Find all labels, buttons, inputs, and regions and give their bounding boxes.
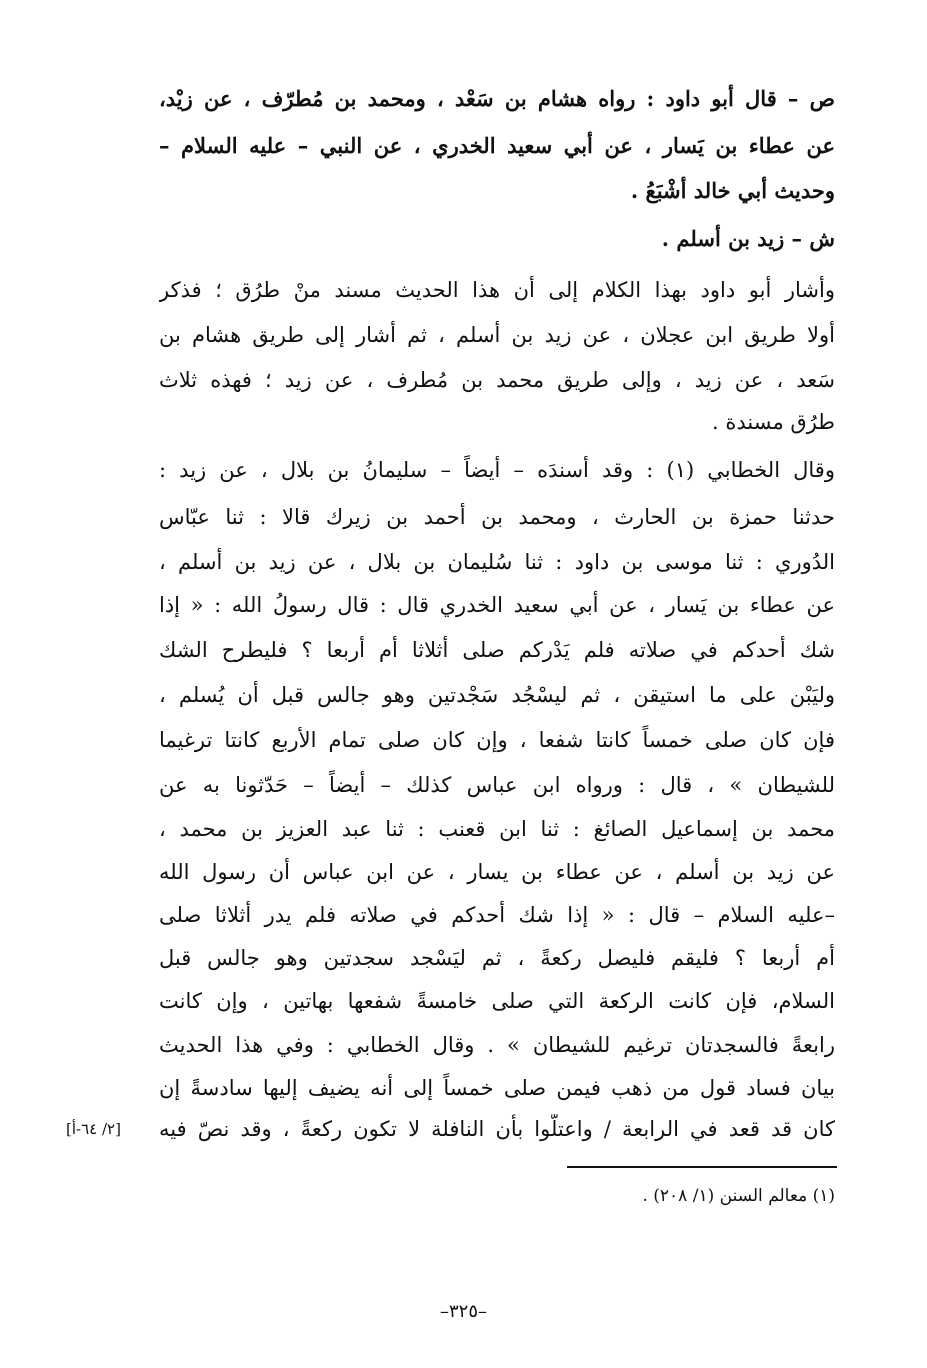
text-line-9: وقال الخطابي (١) : وقد أسندَه – أيضاً – سليمانُ بن بلال ، عن زيد : xyxy=(159,458,835,482)
page-number: –٣٢٥– xyxy=(439,1301,487,1322)
text-line-7: سَعد ، عن زيد ، وإلى طريق محمد بن مُطرف ، عن زيد ؛ فهذه ثلاث xyxy=(159,368,835,392)
text-line-19: –عليه السلام – قال : « إذا شك أحدكم في صلاته فلم يدر أثلاثا صلى xyxy=(159,903,835,927)
text-line-8: طرُق مسندة . xyxy=(712,410,835,434)
text-line-11: الدُوري : ثنا موسى بن داود : ثنا سُليمان بن بلال ، عن زيد بن أسلم ، xyxy=(159,550,835,574)
text-line-12: عن عطاء بن يَسار ، عن أبي سعيد الخدري قال : قال رسولُ الله : « إذا xyxy=(159,593,835,617)
text-line-10: حدثنا حمزة بن الحارث ، ومحمد بن أحمد بن زيرك قالا : ثنا عبّاس xyxy=(159,505,835,529)
text-line-13: شك أحدكم في صلاته فلم يَدْركم صلى أثلاثا أم أربعا ؟ فليطرح الشك xyxy=(159,638,835,662)
text-line-22: رابعةً فالسجدتان ترغيم للشيطان » . وقال الخطابي : وفي هذا الحديث xyxy=(159,1033,835,1057)
text-line-20: أم أربعا ؟ فليقم فليصل ركعةً ، ثم ليَسْجد سجدتين وهو جالس قبل xyxy=(159,946,835,970)
text-line-18: عن زيد بن أسلم ، عن عطاء بن يسار ، عن ابن عباس أن رسول الله xyxy=(159,860,835,884)
text-line-24: كان قد قعد في الرابعة / واعتلّوا بأن النافلة لا تكون ركعةً ، وقد نصّ فيه xyxy=(159,1117,835,1141)
text-line-4: ش – زيد بن أسلم . xyxy=(661,226,835,251)
text-line-6: أولا طريق ابن عجلان ، عن زيد بن أسلم ، ثم أشار إلى طريق هشام بن xyxy=(159,323,835,347)
text-line-5: وأشار أبو داود بهذا الكلام إلى أن هذا الحديث مسند منْ طرُق ؛ فذكر xyxy=(159,278,835,302)
text-line-21: السلام، فإن كانت الركعة التي صلى خامسةً شفعها بهاتين ، وإن كانت xyxy=(159,989,835,1013)
footnote-separator xyxy=(567,1166,837,1168)
text-line-17: محمد بن إسماعيل الصائغ : ثنا ابن قعنب : ثنا عبد العزيز بن محمد ، xyxy=(159,817,835,841)
text-line-16: للشيطان » ، قال : ورواه ابن عباس كذلك – أيضاً – حَدّثونا به عن xyxy=(159,773,835,797)
text-line-1: ص – قال أبو داود : رواه هشام بن سَعْد ، ومحمد بن مُطرّف ، عن زيْد، xyxy=(159,86,835,111)
text-line-15: فإن كان صلى خمساً كانتا شفعا ، وإن كان صلى تمام الأربع كانتا ترغيما xyxy=(159,728,835,752)
manuscript-folio-reference: [٢/ ٦٤-أ] xyxy=(66,1120,121,1138)
text-line-2: عن عطاء بن يَسار ، عن أبي سعيد الخدري ، عن النبي – عليه السلام – xyxy=(159,133,835,158)
text-line-3: وحديث أبي خالد أشْبَعُ . xyxy=(630,178,835,203)
text-line-14: وليَبْن على ما استيقن ، ثم ليسْجُد سَجْدتين وهو جالس قبل أن يُسلم ، xyxy=(159,683,835,707)
text-line-23: بيان فساد قول من ذهب فيمن صلى خمساً إلى أنه يضيف إليها سادسةً إن xyxy=(159,1076,835,1100)
footnote: (١) معالم السنن (١/ ٢٠٨) . xyxy=(642,1186,835,1206)
